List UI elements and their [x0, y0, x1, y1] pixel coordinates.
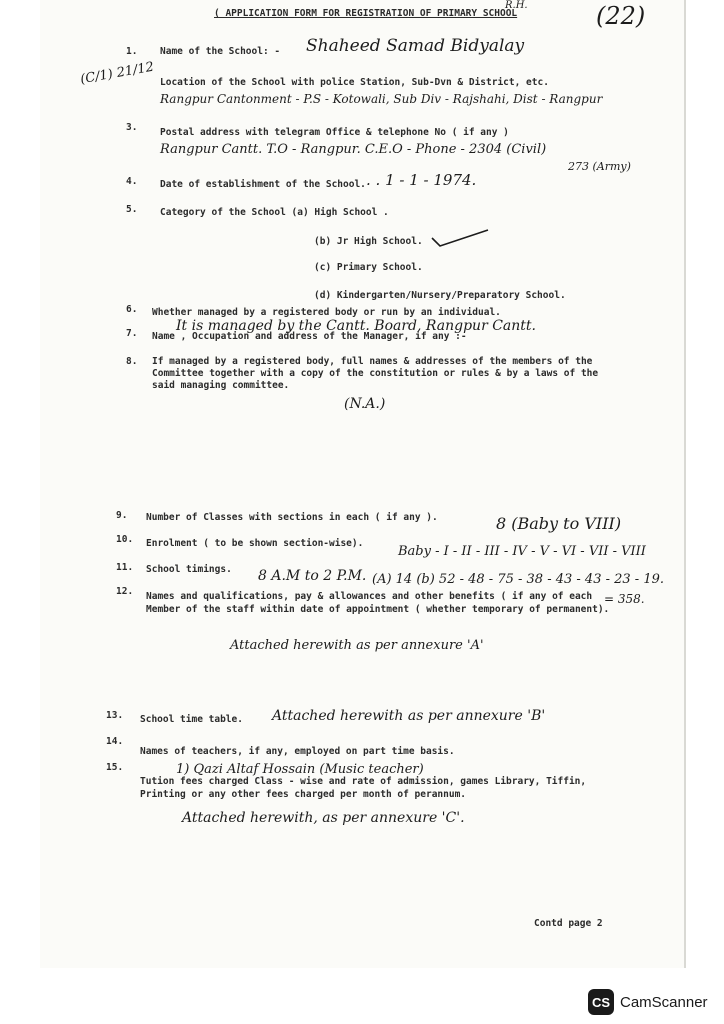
item-5-label: Category of the School (a) High School .: [160, 207, 389, 218]
form-title: ( APPLICATION FORM FOR REGISTRATION OF PRIMARY SCHOOL: [214, 8, 518, 19]
category-option-b: (b) Jr High School.: [314, 236, 423, 247]
continued-note: Contd page 2: [534, 918, 603, 929]
item-3-label: Postal address with telegram Office & telephone No ( if any ): [160, 127, 509, 138]
item-14-number: 14.: [106, 736, 124, 747]
item-12-answer: Attached herewith as per annexure 'A': [230, 638, 484, 653]
item-2-label: Location of the School with police Station, Sub-Dvn & District, etc.: [160, 77, 549, 88]
item-6-label: Whether managed by a registered body or run by an individual.: [152, 307, 501, 318]
item-13-number: 13.: [106, 710, 124, 721]
item-8-line-1: If managed by a registered body, full names & addresses of the members of the: [152, 356, 593, 367]
item-10-number: 10.: [116, 534, 134, 545]
item-11-number: 11.: [116, 562, 134, 573]
item-1-answer: Shaheed Samad Bidyalay: [306, 36, 525, 56]
category-option-c: (c) Primary School.: [314, 262, 423, 273]
item-13-answer: Attached herewith as per annexure 'B': [272, 708, 546, 724]
item-15-line-1: Tution fees charged Class - wise and rate of admission, games Library, Tiffin,: [140, 776, 587, 787]
item-10-label: Enrolment ( to be shown section-wise).: [146, 538, 364, 549]
page-edge: [684, 0, 686, 968]
item-4-answer: . . 1 - 1 - 1974.: [366, 171, 477, 189]
camscanner-watermark: [588, 988, 708, 1016]
item-13-label: School time table.: [140, 714, 243, 725]
item-8-label: [152, 356, 598, 392]
item-11-answer-total: = 358.: [604, 592, 645, 606]
item-15-line-2: Printing or any other fees charged per month of perannum.: [140, 789, 467, 800]
item-15-answer: Attached herewith, as per annexure 'C'.: [182, 810, 465, 826]
camscanner-logo-icon: CS: [588, 989, 614, 1015]
item-4-label: Date of establishment of the School.: [160, 179, 366, 190]
item-11-label: School timings.: [146, 564, 232, 575]
item-12-line-1: Names and qualifications, pay & allowances and other benefits ( if any of each: [146, 591, 593, 602]
item-10-answer: Baby - I - II - III - IV - V - VI - VII - VIII: [398, 544, 646, 559]
item-12-label: [146, 590, 609, 616]
item-12-number: 12.: [116, 586, 134, 597]
item-7-label: Name , Occupation and address of the Manager, if any :-: [152, 331, 467, 342]
item-8-line-3: said managing committee.: [152, 380, 290, 391]
item-15-number: 15.: [106, 762, 124, 773]
item-3-number: 3.: [126, 122, 138, 133]
item-4-number: 4.: [126, 176, 138, 187]
item-9-label: Number of Classes with sections in each ( if any ).: [146, 512, 438, 523]
item-14-label: Names of teachers, if any, employed on part time basis.: [140, 746, 455, 757]
item-11-answer: 8 A.M to 2 P.M.: [258, 568, 367, 584]
item-8-line-2: Committee together with a copy of the constitution or rules & by a laws of the: [152, 368, 599, 379]
item-14-answer: 1) Qazi Altaf Hossain (Music teacher): [176, 762, 424, 777]
item-8-answer: (N.A.): [344, 396, 386, 412]
item-11-answer-extra: (A) 14 (b) 52 - 48 - 75 - 38 - 43 - 43 - 23 - 19.: [372, 572, 665, 587]
category-option-d: (d) Kindergarten/Nursery/Preparatory School.: [314, 290, 566, 301]
margin-note-left: (C/1) 21/12: [79, 59, 156, 88]
margin-note-top: R.H.: [505, 0, 528, 11]
item-9-answer: 8 (Baby to VIII): [496, 514, 622, 533]
item-7-number: 7.: [126, 328, 138, 339]
item-2-answer: Rangpur Cantonment - P.S - Kotowali, Sub Div - Rajshahi, Dist - Rangpur: [160, 92, 603, 106]
item-1-label: Name of the School: -: [160, 46, 281, 57]
item-1-number: 1.: [126, 46, 138, 57]
item-3-answer: Rangpur Cantt. T.O - Rangpur. C.E.O - Phone - 2304 (Civil): [160, 142, 547, 157]
item-6-answer: It is managed by the Cantt. Board, Rangpur Cantt.: [176, 318, 536, 334]
item-6-number: 6.: [126, 304, 138, 315]
item-15-label: [140, 775, 586, 801]
item-12-line-2: Member of the staff within date of appointment ( whether temporary of permanent).: [146, 604, 610, 615]
camscanner-label: CamScanner: [620, 993, 708, 1011]
checkmark-icon: [430, 226, 490, 248]
corner-mark: (22): [596, 2, 646, 30]
item-5-number: 5.: [126, 204, 138, 215]
item-8-number: 8.: [126, 356, 138, 367]
item-3-answer-extra: 273 (Army): [568, 160, 631, 173]
item-9-number: 9.: [116, 510, 128, 521]
